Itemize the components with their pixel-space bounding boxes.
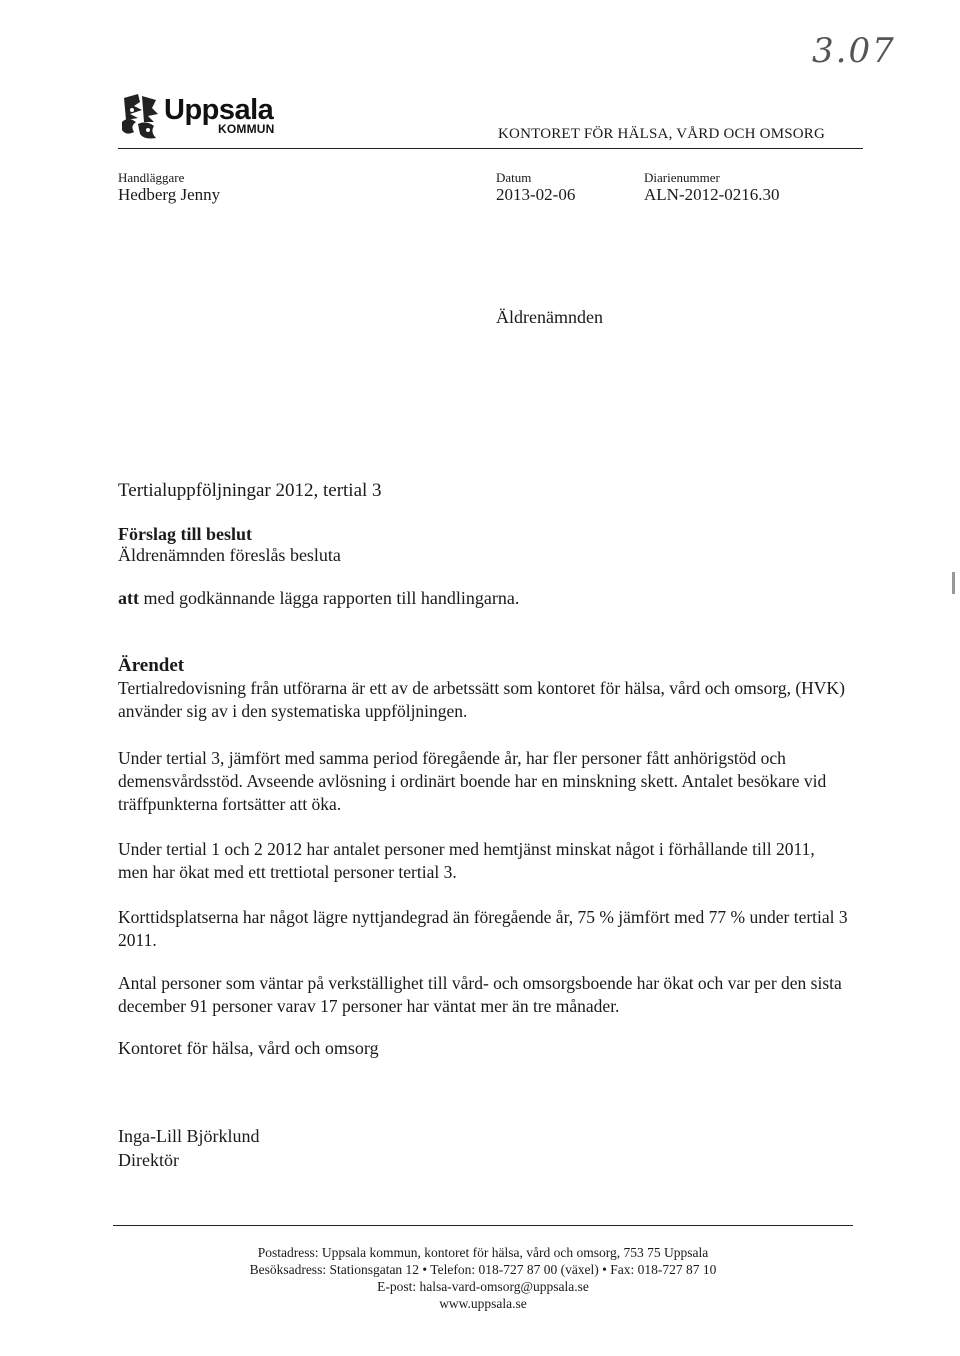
date-value: 2013-02-06 xyxy=(496,185,576,204)
svg-text:3.07: 3.07 xyxy=(812,31,896,71)
recipient: Äldrenämnden xyxy=(496,307,603,327)
handler-label: Handläggare xyxy=(118,170,185,185)
footer-email: E-post: halsa-vard-omsorg@uppsala.se xyxy=(377,1279,589,1294)
matter-paragraph: Tertialredovisning från utförarna är ett av de arbetssätt som kontoret för hälsa, vård och omsorg, (HVK) använder sig av i den systematiska uppföljningen. xyxy=(118,678,845,721)
date-label: Datum xyxy=(496,170,532,185)
signer-title: Direktör xyxy=(118,1150,179,1170)
footer-divider xyxy=(113,1225,853,1226)
scan-edge-mark xyxy=(952,572,955,594)
uppsala-kommun-logo xyxy=(118,92,278,148)
document-subject: Tertialuppföljningar 2012, tertial 3 xyxy=(118,480,382,501)
decision-text: med godkännande lägga rapporten till handlingarna. xyxy=(143,588,520,608)
decision-intro: Äldrenämnden föreslås besluta xyxy=(118,545,341,565)
matter-paragraph: Under tertial 3, jämfört med samma period föregående år, har fler personer fått anhörigstöd och demensvårdsstöd. Avseende avlösning i ordinärt boende har en minskning skett. Antalet besökare vid träffpunkterna fortsätter att öka. xyxy=(118,748,827,814)
matter-heading: Ärendet xyxy=(118,655,185,676)
decision-proposal xyxy=(118,588,519,609)
signer-name: Inga-Lill Björklund xyxy=(118,1126,260,1146)
office-title: KONTORET FÖR HÄLSA, VÅRD OCH OMSORG xyxy=(498,126,826,142)
closing-office: Kontoret för hälsa, vård och omsorg xyxy=(118,1038,379,1058)
footer-website: www.uppsala.se xyxy=(439,1296,527,1311)
matter-paragraph: Under tertial 1 och 2 2012 har antalet personer med hemtjänst minskat något i förhållande till 2011, men har ökat med ett trettiotal personer tertial 3. xyxy=(118,839,815,882)
logo-sub: KOMMUN xyxy=(218,122,275,136)
coat-of-arms-icon xyxy=(118,92,162,142)
handwritten-note xyxy=(808,22,918,72)
matter-paragraph: Antal personer som väntar på verkställighet till vård- och omsorgsboende har ökat och var per den sista december 91 personer varav 17 personer har väntat mer än tre månader. xyxy=(118,973,842,1016)
registration-value: ALN-2012-0216.30 xyxy=(644,185,780,204)
footer-visiting-address: Besöksadress: Stationsgatan 12 • Telefon: 018-727 87 00 (växel) • Fax: 018-727 87 10 xyxy=(249,1262,717,1277)
decision-heading: Förslag till beslut xyxy=(118,524,252,544)
footer-postal-address: Postadress: Uppsala kommun, kontoret för hälsa, vård och omsorg, 753 75 Uppsala xyxy=(257,1245,709,1260)
logo-name: Uppsala xyxy=(164,94,274,126)
registration-label: Diarienummer xyxy=(644,170,720,185)
matter-paragraph: Korttidsplatserna har något lägre nyttjandegrad än föregående år, 75 % jämfört med 77 % under tertial 3 2011. xyxy=(118,907,848,950)
handler-value: Hedberg Jenny xyxy=(118,185,221,204)
decision-att: att xyxy=(118,588,139,608)
header-divider xyxy=(118,148,863,149)
